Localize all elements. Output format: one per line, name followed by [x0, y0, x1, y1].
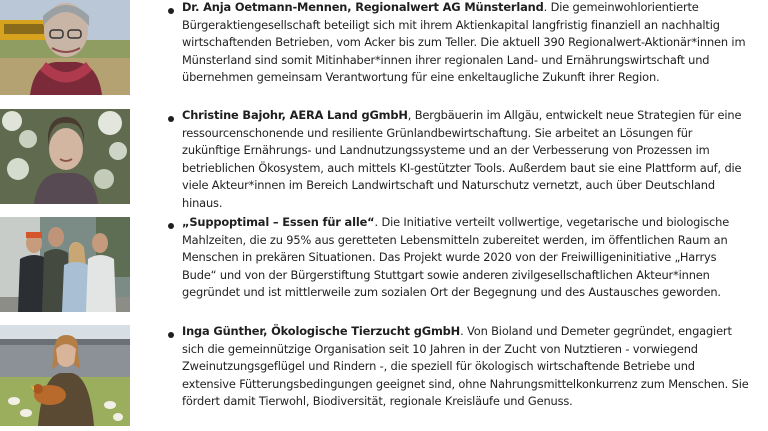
entry-inga-guenther — [182, 323, 750, 411]
entry-name: „Suppoptimal – Essen für alle“ — [182, 215, 375, 229]
entry-description: . Die gemeinwohlorientierte Bürgeraktiengesellschaft beteiligt sich mit ihrem Aktienkapital langfristig finanziell an nachhaltig wirtschaftenden Betrieben, vom Acker bis zum Teller. Die aktuell 390 Regionalwert-Aktionär*innen im Münsterland sind somit Mitinhaber*innen ihrer regionalen Land- und Ernährungswirtschaft und übernehmen gemeinsam Verantwortung für eine enkeltaugliche Zukunft ihrer Region. — [182, 0, 746, 84]
portrait-photo-christine-bajohr — [0, 109, 130, 204]
entry-description: , Bergbäuerin im Allgäu, entwickelt neue Strategien für eine ressourcenschonende und resiliente Grünlandbewirtschaftung. Sie arbeitet an Lösungen für zukünftige Ernährungs- und Landnutzungssysteme und an der Verbesserung von Prozessen im betrieblichen Ökosystem, auch mittels KI-gestützter Tools. Außerdem baut sie eine Plattform auf, die viele Akteur*innen im Bereich Landwirtschaft und Naturschutz vernetzt, auch über Deutschland hinaus. — [182, 108, 742, 210]
entry-name: Dr. Anja Oetmann-Mennen, Regionalwert AG Münsterland — [182, 0, 544, 14]
bullet-point-icon — [168, 8, 174, 14]
entry-anja-oetmann-mennen — [182, 0, 750, 87]
entry-christine-bajohr — [182, 107, 750, 212]
bullet-point-icon — [168, 332, 174, 338]
bullet-point-icon — [168, 116, 174, 122]
entry-name: Inga Günther, Ökologische Tierzucht gGmbH — [182, 324, 461, 338]
bullet-point-icon — [168, 223, 174, 229]
entry-description: . Die Initiative verteilt vollwertige, vegetarische und biologische Mahlzeiten, die zu 95% aus geretteten Lebensmitteln zubereitet werden, im öffentlichen Raum an Menschen in prekären Situationen. Das Projekt wurde 2020 von der Freiwilligeninitiative „Harrys Bude“ und von der Bürgerstiftung Stuttgart sowie anderen zivilgesellschaftlichen Akteur*innen gegründet und ist mittlerweile zum sozialen Ort der Begegnung und des Austausches geworden. — [182, 215, 730, 299]
portrait-photo-inga-guenther — [0, 325, 130, 426]
portrait-photo-anja-oetmann-mennen — [0, 0, 130, 95]
entry-description: . Von Bioland und Demeter gegründet, engagiert sich die gemeinnützige Organisation seit 10 Jahren in der Zucht von Nutztieren - vorwiegend Zweinutzungsgeflügel und Rindern -, die speziell für ökologisch wirtschaftende Betriebe und extensive Fütterungsbedingungen geeignet sind, ohne Nahrungsmittelkonkurrenz zum Menschen. Sie fördert damit Tierwohl, Biodiversität, regionale Kreisläufe und Genuss. — [182, 324, 749, 408]
entry-name: Christine Bajohr, AERA Land gGmbH — [182, 108, 408, 122]
entry-suppoptimal — [182, 214, 750, 302]
group-photo-suppoptimal — [0, 217, 130, 312]
